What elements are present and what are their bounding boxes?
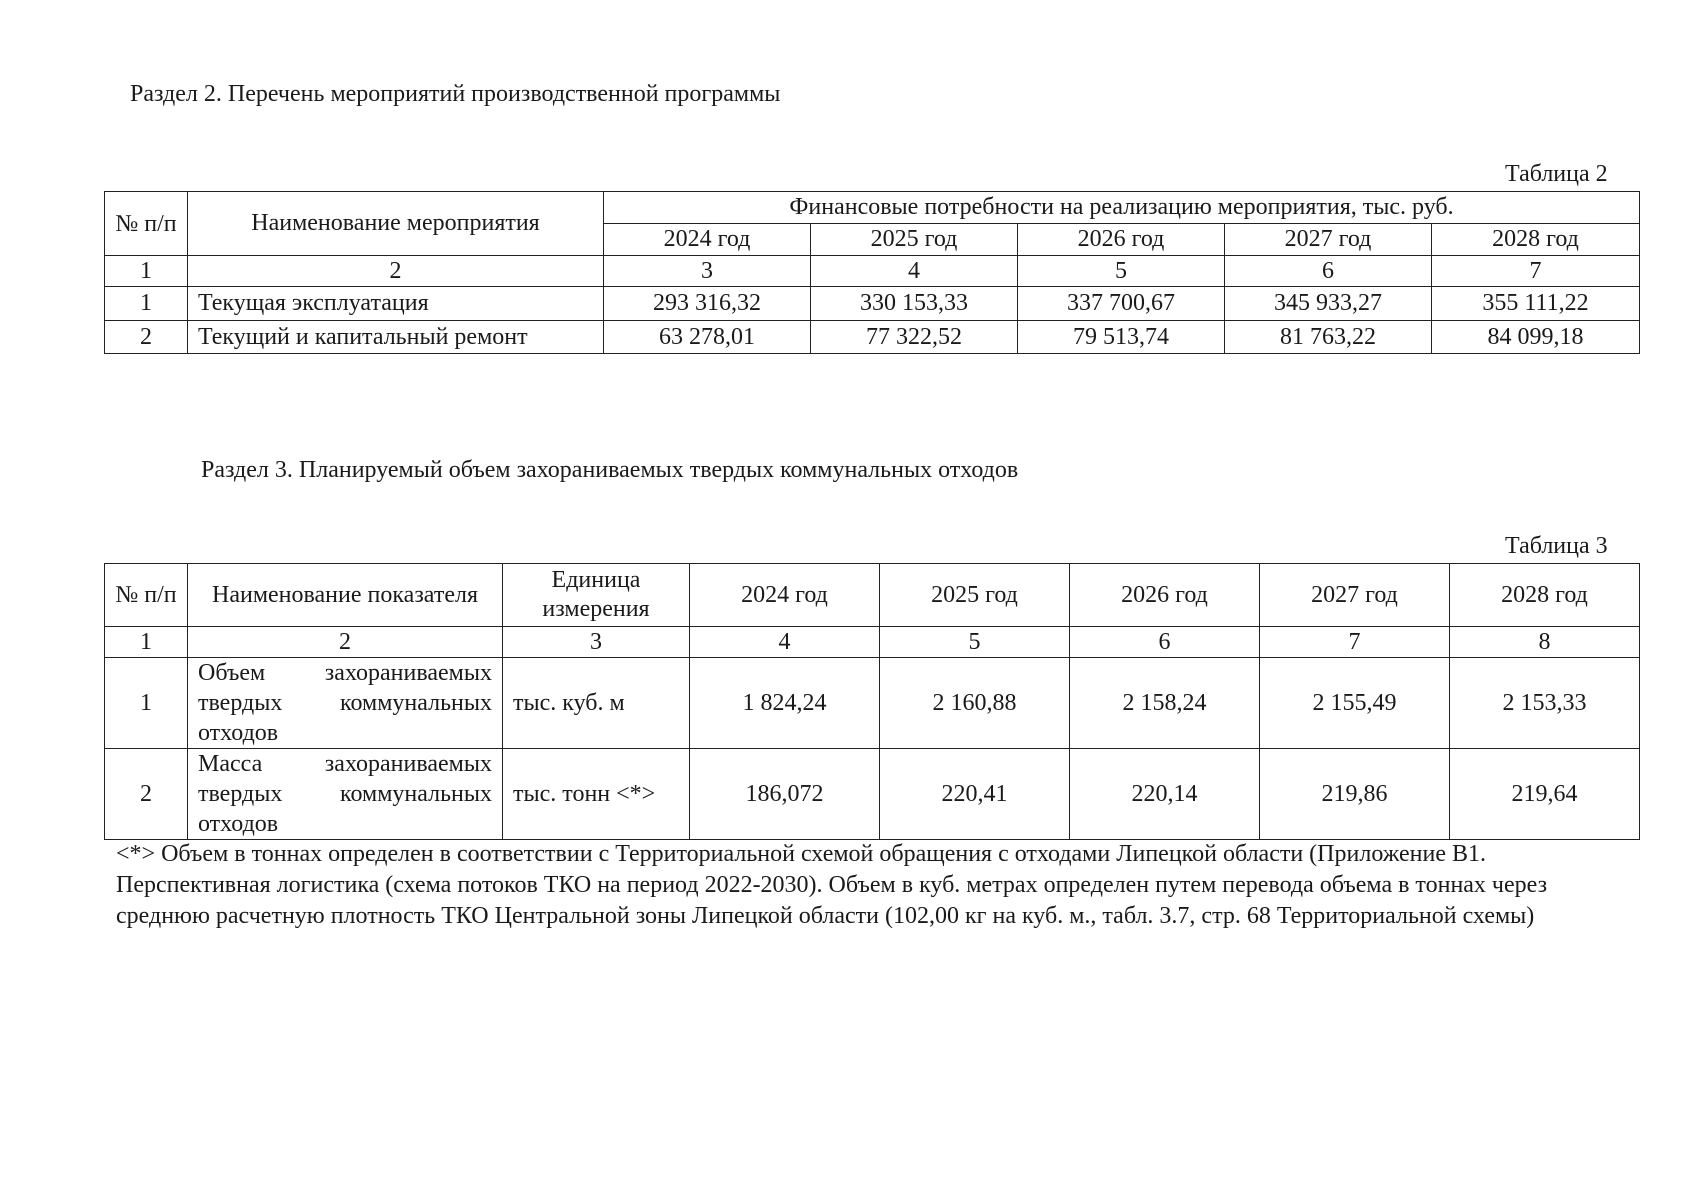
row-value: 355 111,22 <box>1432 287 1640 321</box>
header-year: 2024 год <box>690 564 880 627</box>
column-number: 3 <box>503 627 690 658</box>
header-unit: Единица измерения <box>503 564 690 627</box>
table-row <box>105 749 1640 840</box>
header-year: 2027 год <box>1225 224 1432 256</box>
row-value: 220,14 <box>1070 749 1260 840</box>
column-number: 1 <box>105 256 188 287</box>
table-row <box>105 321 1640 354</box>
header-name: Наименование мероприятия <box>188 192 604 256</box>
table-2-label: Таблица 2 <box>1505 161 1608 187</box>
row-value: 1 824,24 <box>690 658 880 749</box>
table-3 <box>104 563 1640 840</box>
header-name: Наименование показателя <box>188 564 503 627</box>
row-value: 2 160,88 <box>880 658 1070 749</box>
header-year: 2024 год <box>604 224 811 256</box>
row-value: 220,41 <box>880 749 1070 840</box>
column-number: 7 <box>1260 627 1450 658</box>
row-num: 1 <box>105 287 188 321</box>
row-value: 330 153,33 <box>811 287 1018 321</box>
column-number: 4 <box>690 627 880 658</box>
column-number: 7 <box>1432 256 1640 287</box>
row-unit: тыс. куб. м <box>503 658 690 749</box>
footnote: <*> Объем в тоннах определен в соответствии с Территориальной схемой обращения с отходами Липецкой области (Приложение В1. Перспективная логистика (схема потоков ТКО на период 2022-2030). Объем в куб. метрах определен путем перевода объема в тоннах через среднюю расчетную плотность ТКО Центральной зоны Липецкой области (102,00 кг на куб. м., табл. 3.7, стр. 68 Территориальной схемы) <box>116 841 1548 929</box>
row-value: 337 700,67 <box>1018 287 1225 321</box>
header-year: 2027 год <box>1260 564 1450 627</box>
table-2 <box>104 191 1640 354</box>
row-value: 79 513,74 <box>1018 321 1225 354</box>
column-number: 6 <box>1070 627 1260 658</box>
row-name: Объем захораниваемых твердых коммунальных отходов <box>188 658 503 749</box>
header-year: 2025 год <box>880 564 1070 627</box>
row-value: 77 322,52 <box>811 321 1018 354</box>
row-value: 81 763,22 <box>1225 321 1432 354</box>
row-value: 219,64 <box>1450 749 1640 840</box>
header-financial-group: Финансовые потребности на реализацию мероприятия, тыс. руб. <box>604 192 1640 224</box>
table-row <box>105 287 1640 321</box>
row-value: 84 099,18 <box>1432 321 1640 354</box>
column-number: 6 <box>1225 256 1432 287</box>
table-row <box>105 658 1640 749</box>
row-num: 2 <box>105 321 188 354</box>
header-year: 2028 год <box>1450 564 1640 627</box>
header-num: № п/п <box>105 192 188 256</box>
row-unit: тыс. тонн <*> <box>503 749 690 840</box>
row-value: 63 278,01 <box>604 321 811 354</box>
header-year: 2026 год <box>1070 564 1260 627</box>
row-name: Текущий и капитальный ремонт <box>188 321 604 354</box>
column-number: 4 <box>811 256 1018 287</box>
header-year: 2026 год <box>1018 224 1225 256</box>
header-year: 2025 год <box>811 224 1018 256</box>
section-3-title: Раздел 3. Планируемый объем захораниваемых твердых коммунальных отходов <box>201 457 1019 483</box>
column-number: 1 <box>105 627 188 658</box>
column-number: 5 <box>880 627 1070 658</box>
row-name: Масса захораниваемых твердых коммунальных отходов <box>188 749 503 840</box>
row-value: 345 933,27 <box>1225 287 1432 321</box>
row-value: 2 155,49 <box>1260 658 1450 749</box>
row-value: 186,072 <box>690 749 880 840</box>
row-name: Текущая эксплуатация <box>188 287 604 321</box>
section-2-title: Раздел 2. Перечень мероприятий производственной программы <box>130 81 781 107</box>
column-number: 8 <box>1450 627 1640 658</box>
column-number: 5 <box>1018 256 1225 287</box>
table-3-label: Таблица 3 <box>1505 533 1608 559</box>
row-value: 2 153,33 <box>1450 658 1640 749</box>
column-number: 3 <box>604 256 811 287</box>
row-value: 2 158,24 <box>1070 658 1260 749</box>
row-value: 219,86 <box>1260 749 1450 840</box>
header-year: 2028 год <box>1432 224 1640 256</box>
column-number: 2 <box>188 627 503 658</box>
column-number: 2 <box>188 256 604 287</box>
row-value: 293 316,32 <box>604 287 811 321</box>
row-num: 1 <box>105 658 188 749</box>
row-num: 2 <box>105 749 188 840</box>
header-num: № п/п <box>105 564 188 627</box>
